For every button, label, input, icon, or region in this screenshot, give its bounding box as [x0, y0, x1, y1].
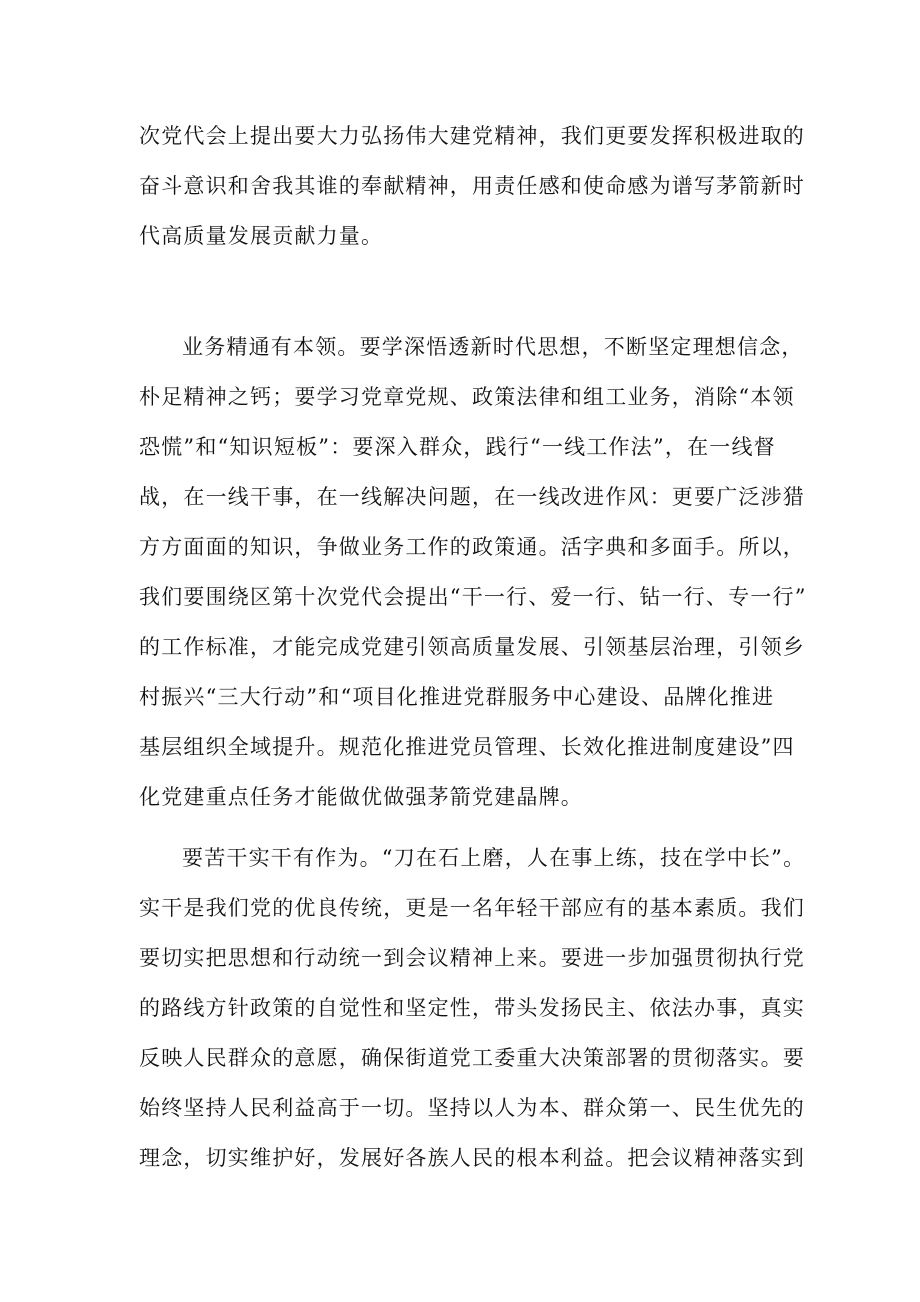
text-line: 代高质量发展贡献力量。 [139, 224, 384, 248]
text-line: 始终坚持人民利益高于一切。坚持以人为本、群众第一、民生优先的 [139, 1096, 805, 1120]
text-line: 实干是我们党的优良传统，更是一名年轻干部应有的基本素质。我们 [139, 896, 805, 920]
text-line: 化党建重点任务才能做优做强茅箭党建晶牌。 [139, 785, 583, 809]
text-line: 反映人民群众的意愿，确保街道党工委重大决策部署的贯彻落实。要 [139, 1046, 805, 1070]
text-line: 战，在一线干事，在一线解决问题，在一线改进作风：更要广泛涉猎 [139, 485, 805, 509]
text-line: 方方面面的知识，争做业务工作的政策通。活字典和多面手。所以， [139, 535, 805, 559]
text-line: 奋斗意识和舍我其谁的奉献精神，用责任感和使命感为谱写茅箭新时 [139, 174, 805, 198]
text-line: 村振兴“三大行动”和“项目化推进党群服务中心建设、品牌化推进 [139, 685, 775, 709]
text-line: 的工作标准，才能完成党建引领高质量发展、引领基层治理，引领乡 [139, 635, 805, 659]
text-line: 次党代会上提出要大力弘扬伟大建党精神，我们更要发挥积极进取的 [139, 124, 805, 148]
text-line: 我们要围绕区第十次党代会提出“干一行、爱一行、钻一行、专一行” [139, 585, 807, 609]
text-line: 理念，切实维护好，发展好各族人民的根本利益。把会议精神落实到 [139, 1146, 805, 1170]
text-line: 要切实把思想和行动统一到会议精神上来。要进一步加强贯彻执行党 [139, 946, 805, 970]
text-line: 业务精通有本领。要学深悟透新时代思想，不断坚定理想信念， [182, 335, 804, 359]
text-line: 恐慌”和“知识短板”：要深入群众，践行“一线工作法”，在一线督 [139, 435, 776, 459]
text-line: 基层组织全域提升。规范化推进党员管理、长效化推进制度建设”四 [139, 735, 795, 759]
text-line: 要苦干实干有作为。“刀在石上磨，人在事上练，技在学中长”。 [182, 846, 806, 870]
text-line: 的路线方针政策的自觉性和坚定性，带头发扬民主、依法办事，真实 [139, 996, 805, 1020]
text-line: 朴足精神之钙；要学习党章党规、政策法律和组工业务，消除“本领 [139, 385, 795, 409]
